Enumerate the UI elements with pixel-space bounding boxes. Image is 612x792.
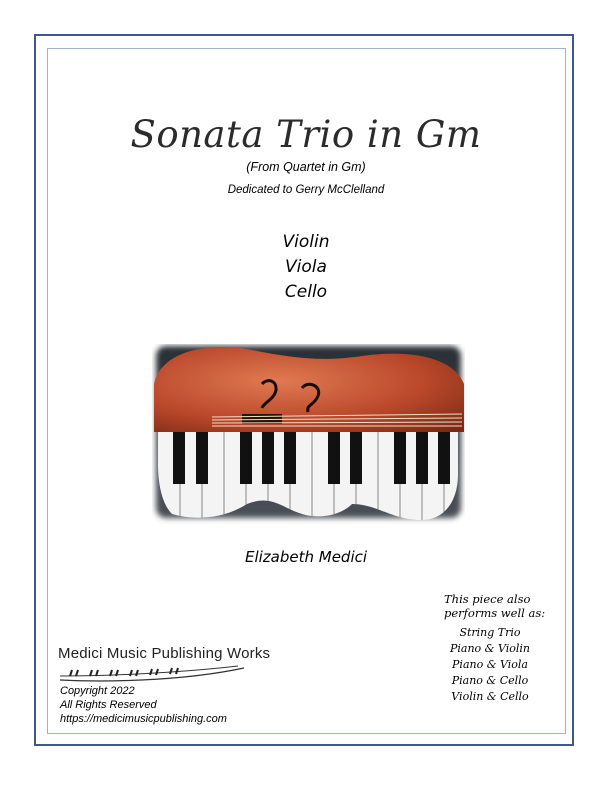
also-heading-line2: performs well as:: [444, 606, 546, 620]
copyright-year: Copyright 2022: [60, 685, 135, 697]
publisher-website: https://medicimusicpublishing.com: [60, 713, 227, 725]
also-performs-heading: [444, 592, 564, 620]
publisher-name: Medici Music Publishing Works: [58, 645, 271, 662]
instrument-violin: Violin: [282, 232, 330, 252]
rights-reserved: All Rights Reserved: [60, 699, 157, 711]
page-title: Sonata Trio in Gm: [130, 113, 482, 156]
list-item: Piano & Violin: [450, 642, 530, 655]
list-item: Piano & Viola: [452, 658, 528, 671]
copyright-block: [60, 684, 227, 726]
publisher-keyboard-logo: [58, 662, 248, 684]
alternate-instrumentation-list: [444, 625, 536, 705]
dedication: Dedicated to Gerry McClelland: [227, 184, 385, 196]
list-item: Violin & Cello: [451, 690, 529, 703]
instrument-viola: Viola: [285, 257, 327, 277]
instrument-cello: Cello: [284, 282, 328, 302]
violin-piano-illustration: [152, 344, 465, 524]
also-heading-line1: This piece also: [444, 592, 531, 606]
list-item: String Trio: [459, 626, 521, 639]
composer-name: Elizabeth Medici: [244, 548, 368, 566]
subtitle: (From Quartet in Gm): [246, 160, 366, 174]
instrument-list: [0, 230, 612, 305]
list-item: Piano & Cello: [451, 674, 529, 687]
